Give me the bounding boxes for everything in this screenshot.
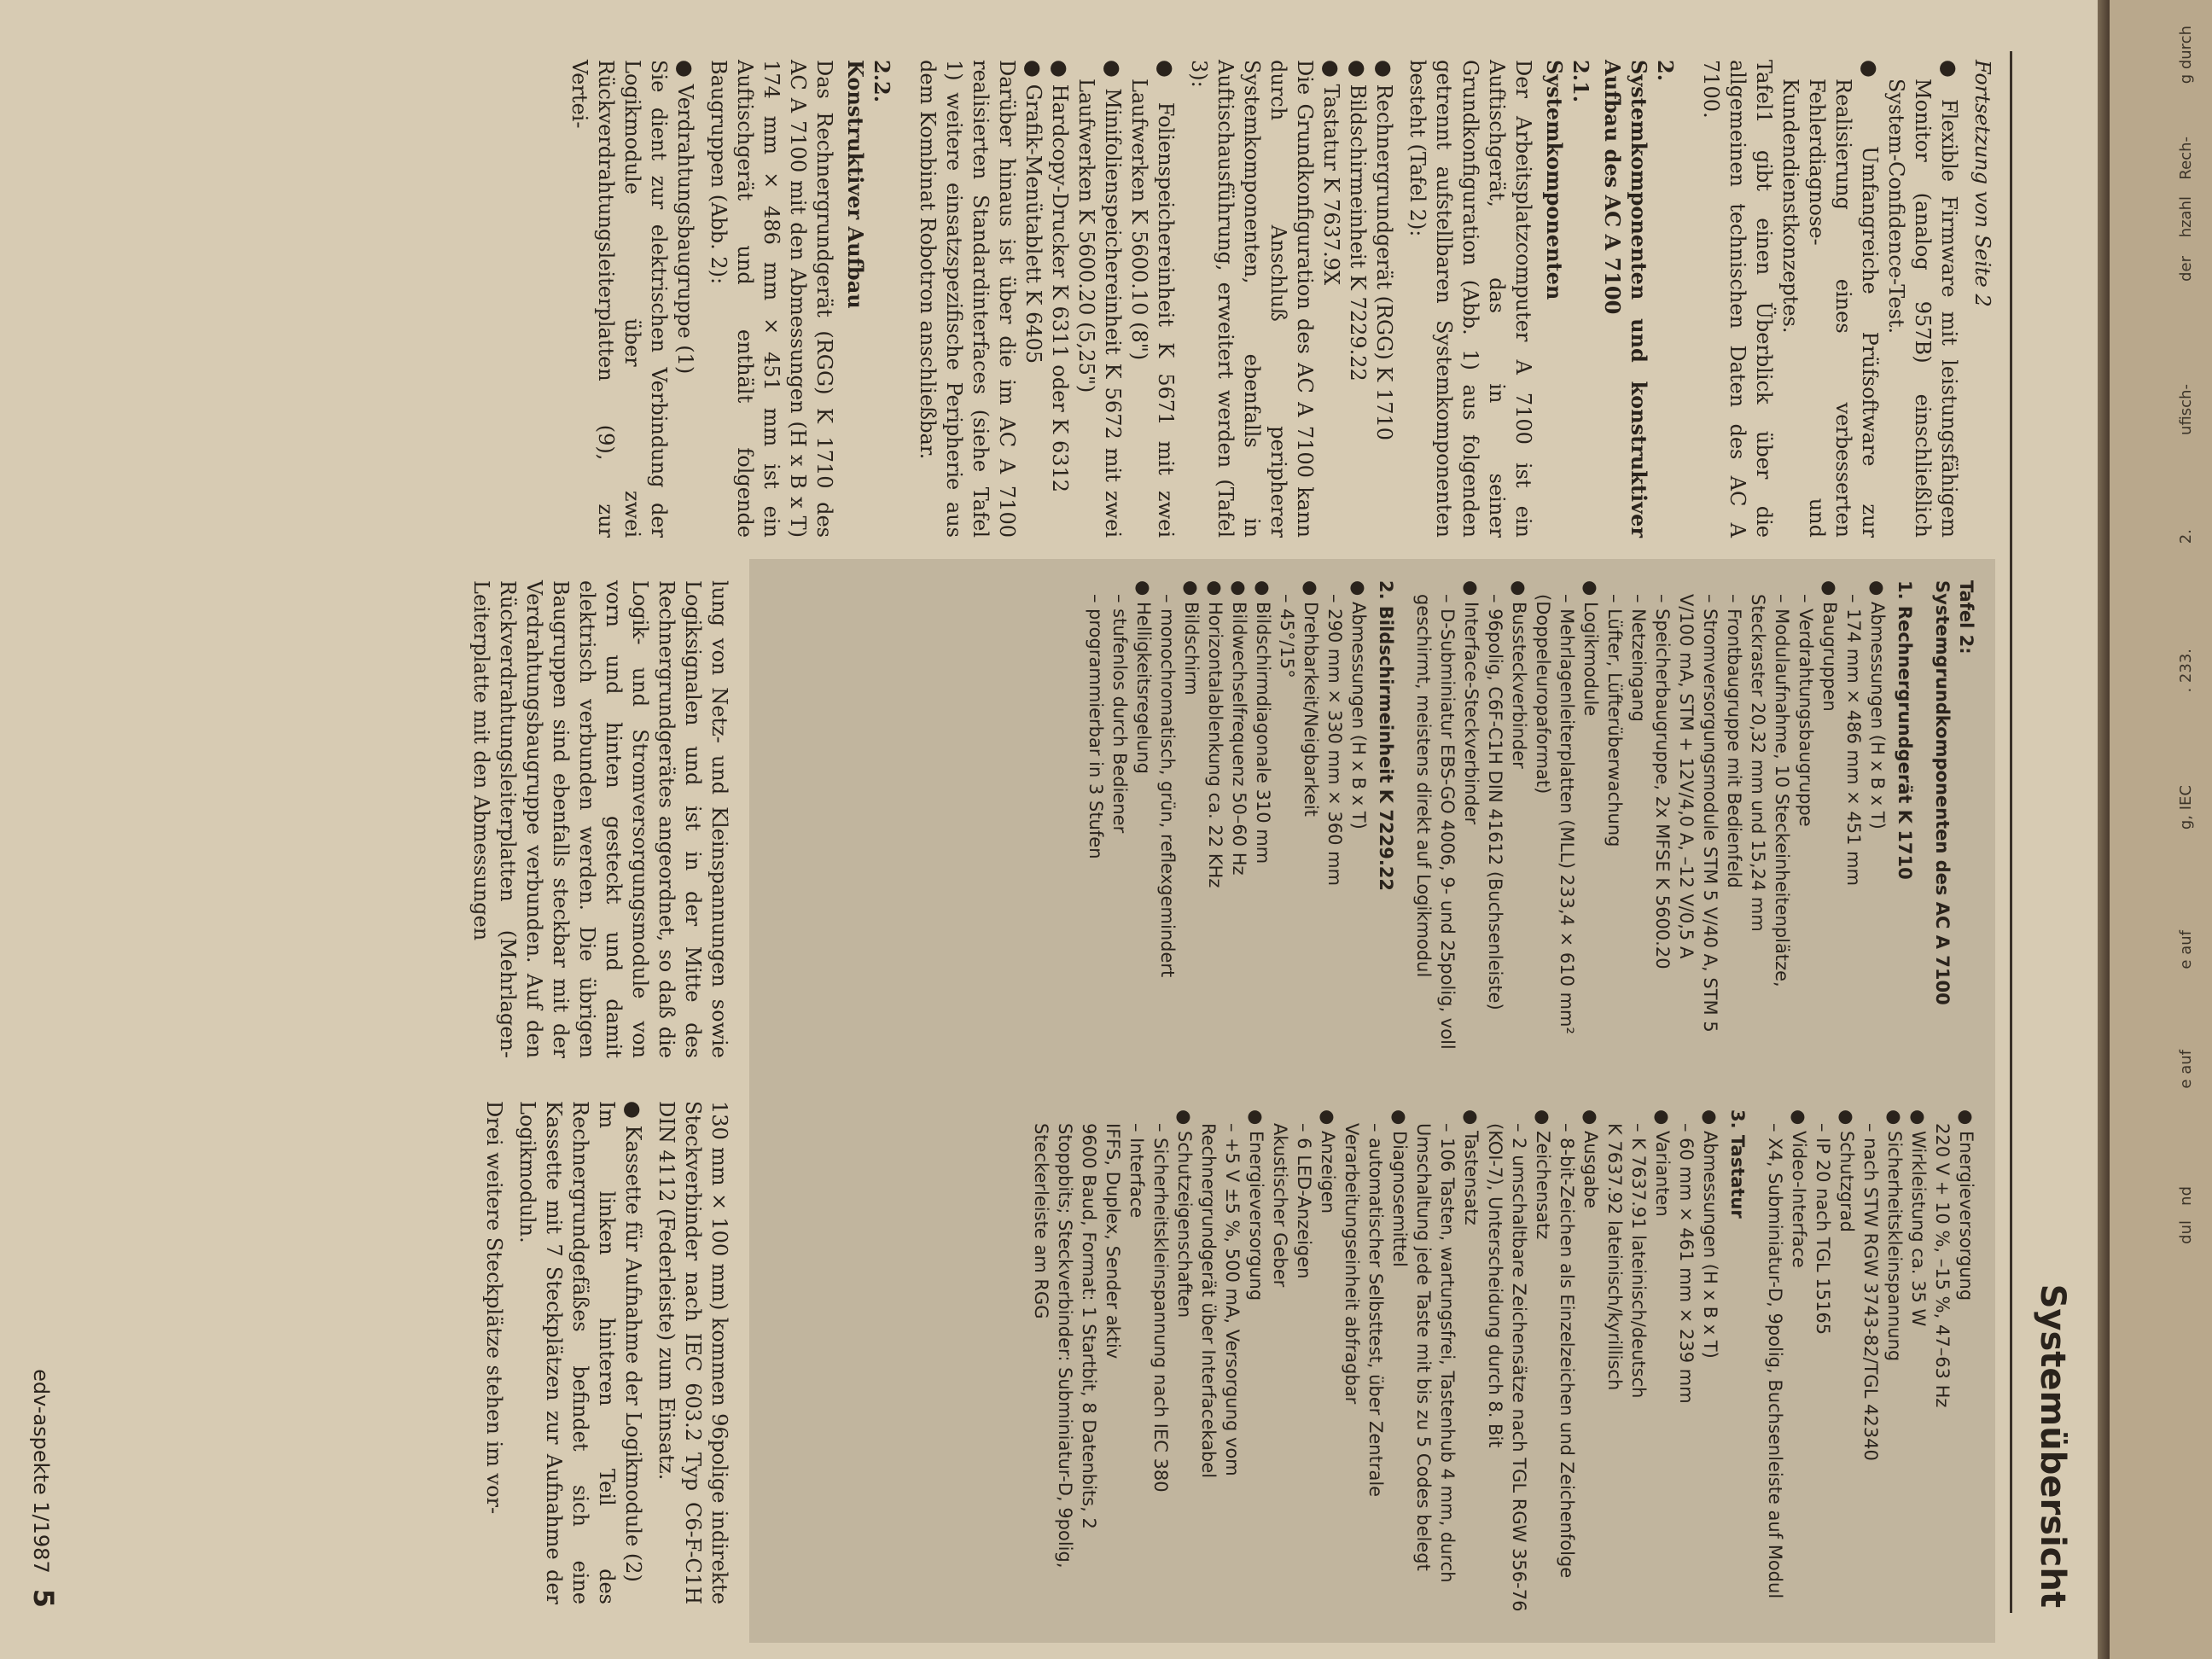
spec-subitem: – K 7637.91 lateinisch/deutsch <box>1628 1123 1649 1399</box>
section-heading <box>1599 60 1679 538</box>
margin-fragment: . 233. <box>2177 649 2195 693</box>
spec-subitem: Akustischer Geber <box>1270 1123 1290 1288</box>
paragraph: Darüber hinaus ist über die im AC A 7100 realisierten Standardinterfaces (siehe Tafel 1) weitere einsatzspezifische Peripherie aus dem Kombinat Robotron anschließbar. <box>916 60 1019 538</box>
box-column-right <box>1029 1109 1978 1613</box>
section-title: Konstruktiver Aufbau <box>843 60 868 309</box>
spec-subitem: – Speicherbaugruppe, 2x MFSE K 5600.20 <box>1652 594 1673 969</box>
margin-fragment: hzahl <box>2177 196 2195 238</box>
spec-item: ● Abmessungen (H x B x T) <box>1700 1109 1720 1359</box>
spec-item: ● Bussteckverbinder <box>1509 580 1529 769</box>
spec-item: ● Bildschirm <box>1181 580 1202 696</box>
spec-subitem: – Interface <box>1126 1123 1147 1219</box>
margin-fragment: e auf <box>2177 1050 2195 1089</box>
spec-subitem: – 8-bit-Zeichen als Einzelzeichen und Zeichenfolge <box>1557 1123 1577 1579</box>
spec-subitem: 220 V + 10 %, –15 %, 47–63 Hz <box>1932 1123 1953 1408</box>
paragraph: lung von Netz- und Kleinspannungen sowie Logiksignalen und ist in der Mitte des Rechnergrundgerätes angeordnet, so daß die Logik- und Stromversorgungsmodule von vorn und hinten gesteckt und damit elektrisch verbunden werden. Die übrigen Baugruppen sind ebenfalls steckbar mit der Verdrahtungsbaugruppe verbunden. Auf den Rückverdrahtungsleiterplatten (Mehrlagen-Leiterplatte mit den Abmessungen <box>469 580 731 1058</box>
box-section-heading: 1. Rechnergrundgerät K 1710 <box>1895 580 1915 880</box>
list-item: ● Verdrahtungsbaugruppe (1) <box>673 60 697 375</box>
list-item: ● Tastatur K 7637.9X <box>1319 60 1343 286</box>
spec-subitem: – Stromversorgungsmodule STM 5 V/40 A, STM 5 V/100 mA, STM + 12V/4,0 A, –12 V/0,5 A <box>1676 594 1720 1033</box>
spec-subitem: – Frontbaugruppe mit Bedienfeld <box>1724 594 1744 888</box>
spec-subitem: K 7637.92 lateinisch/kyrillisch <box>1604 1123 1625 1391</box>
list-item: ● Flexible Firmware mit leistungsfähigem Monitor (analog 957B) einschließlich System-Confidence-Test. <box>1884 60 1961 538</box>
spec-item: ● Wirkleistung ca. 35 W <box>1908 1109 1929 1327</box>
spec-item: ● Drehbarkeit/Neigbarkeit <box>1301 580 1321 817</box>
spec-item: ● Interface-Steckverbinder <box>1461 580 1481 825</box>
spec-subitem: – 96polig, C6F-C1H DIN 41612 (Buchsenleiste) <box>1485 594 1505 1010</box>
spec-subitem: – nach STW RGW 3743-82/TGL 42340 <box>1860 1123 1881 1461</box>
margin-fragment: ufisch- <box>2177 384 2195 435</box>
box-title <box>1930 580 1978 1075</box>
spec-subitem: – Lüfter, Lüfterüberwachung <box>1604 594 1625 847</box>
spec-subitem: – programmierbar in 3 Stufen <box>1086 594 1106 859</box>
page-footer <box>27 1369 60 1608</box>
box-section-heading: 2. Bildschirmeinheit K 7229.22 <box>1376 580 1396 892</box>
paragraph: Sie dient zur elektrischen Verbindung der Logikmodule über zwei Rückverdrahtungsleiterplatten (9), zur Vertei- <box>568 60 671 538</box>
spec-subitem: – monochromatisch, grün, reflexgemindert <box>1157 594 1178 978</box>
spec-item: ● Ausgabe <box>1580 1109 1601 1209</box>
spec-item: ● Schutzeigenschaften <box>1174 1109 1195 1318</box>
spec-item: ● Baugruppen <box>1819 580 1840 712</box>
spec-subitem: 9600 Baud, Format: 1 Startbit, 8 Datenbits, 2 Stoppbits; Steckverbinder: Subminiatur-D, 9polig, Steckerleiste am RGG <box>1031 1123 1099 1569</box>
spec-subitem: – Verdrahtungsbaugruppe <box>1796 594 1816 827</box>
spec-item: ● Schutzgrad <box>1837 1109 1857 1232</box>
paragraph: Der Arbeitsplatzcomputer A 7100 ist ein Auftischgerät, das in seiner Grundkonfiguration (Abb. 1) aus folgenden getrennt aufstellbaren Systemkomponenten besteht (Tafel 2): <box>1406 60 1535 538</box>
list-item: ● Hardcopy-Drucker K 6311 oder K 6312 <box>1048 60 1072 493</box>
section-heading <box>1541 60 1594 538</box>
spec-subitem: – X4, Subminiatur-D, 9polig, Buchsenleiste auf Modul <box>1765 1123 1785 1599</box>
spec-subitem: – Netzeingang <box>1628 594 1649 722</box>
spec-item: ● Zeichensatz <box>1533 1109 1553 1240</box>
spec-subitem: – 60 mm × 461 mm × 239 mm <box>1676 1123 1697 1404</box>
spec-subitem: – D-Subminiatur EBS-GO 4006, 9- und 25polig, voll geschirmt, meistens direkt auf Logikmodul <box>1413 594 1458 1050</box>
spec-subitem: IFFS, Duplex, Sender aktiv <box>1103 1123 1123 1359</box>
margin-fragment: dul <box>2177 1220 2195 1244</box>
list-item: ● Kassette für Aufnahme der Logikmodule (2) <box>621 1101 645 1582</box>
table-box-tafel-2 <box>749 559 1995 1643</box>
spec-subitem: – Modulaufnahme, 10 Steckeinheitenplätze, <box>1772 594 1792 987</box>
margin-fragment: e auf <box>2177 930 2195 969</box>
spec-item: ● Energieversorgung <box>1956 1109 1976 1301</box>
spec-subitem: – 106 Tasten, wartungsfrei, Tastenhub 4 mm, durch Umschaltung jede Taste mit bis zu 5 Codes belegt <box>1413 1123 1458 1583</box>
spec-item: ● Sicherheitskleinspannung <box>1884 1109 1905 1362</box>
box-title-line: Systemgrundkomponenten des AC A 7100 <box>1932 580 1953 1005</box>
spec-subitem: – Mehrlagenleiterplatten (MLL) 233,4 × 610 mm² (Doppeleuropaformat) <box>1533 594 1577 1034</box>
continuation-note: Fortsetzung von Seite 2 <box>1970 60 1994 307</box>
spec-item: ● Bildwechselfrequenz 50–60 Hz <box>1229 580 1249 876</box>
spec-subitem: – 2 umschaltbare Zeichensätze nach TGL RGW 356-76 (KOI-7), Unterscheidung durch 8. Bit <box>1485 1123 1529 1612</box>
paragraph: 130 mm × 100 mm) kommen 96polige indirekte Steckverbinder nach IEC 603.2 Typ C6-F-C1H DIN 4112 (Federleiste) zum Einsatz. <box>655 1101 731 1604</box>
spec-item: ● Logikmodule <box>1580 580 1601 717</box>
list-item: ● Folienspeichereinheit K 5671 mit zwei Laufwerken K 5600.10 (8") <box>1127 60 1178 538</box>
margin-fragment: Rech- <box>2177 137 2195 180</box>
list-item: ● Grafik-Menütablett K 6405 <box>1022 60 1045 364</box>
spec-item: ● Energieversorgung <box>1246 1109 1266 1301</box>
spec-item: ● Diagnosemittel <box>1389 1109 1410 1267</box>
spec-subitem: – +5 V ±5 %, 500 mA, Versorgung vom Rechnergrundgerät über Interfacekabel <box>1198 1123 1243 1479</box>
section-number: 2.2. <box>870 60 894 103</box>
box-title-line: Tafel 2: <box>1956 580 1976 655</box>
list-item: ● Rechnergrundgerät (RGG) K 1710 <box>1372 60 1396 441</box>
spec-subitem: – 45°/15° <box>1277 594 1297 678</box>
spec-item: ● Abmessungen (H x B x T) <box>1867 580 1888 830</box>
journal-name: edv-aspekte 1/1987 <box>29 1369 53 1574</box>
spec-subitem: – 174 mm × 486 mm × 451 mm <box>1843 594 1864 887</box>
spec-item: ● Tastensatz <box>1461 1109 1481 1225</box>
header-rule <box>2010 51 2012 1613</box>
spec-item: ● Video-Interface <box>1789 1109 1809 1268</box>
previous-page-edge <box>2110 0 2212 1659</box>
margin-fragment: g durch <box>2177 26 2195 84</box>
spec-subitem: – stufenlos durch Bediener <box>1109 594 1130 834</box>
text-column-1 <box>559 60 1995 538</box>
spec-item: ● Varianten <box>1652 1109 1673 1217</box>
page-number: 5 <box>27 1588 60 1608</box>
spec-item: ● Helligkeitsregelung <box>1133 580 1154 775</box>
section-title: Systemkomponenten und konstruktiver Aufbau des AC A 7100 <box>1600 60 1651 538</box>
running-head: Systemübersicht <box>2033 1284 2072 1608</box>
paragraph: Tafel1 gibt einen Überblick über die allgemeinen technischen Daten des AC A 7100. <box>1699 60 1776 538</box>
section-number: 2. <box>1653 60 1678 82</box>
paragraph: Im linken hinteren Teil des Rechnergrundgefäßes befindet sich eine Kassette mit 7 Steckplätzen zur Aufnahme der Logikmoduln. <box>515 1101 619 1604</box>
section-heading <box>842 60 895 538</box>
margin-fragment: der <box>2177 256 2195 282</box>
paragraph: Drei weitere Steckplätze stehen im vor- <box>482 1101 506 1515</box>
box-column-left <box>1084 580 1978 1075</box>
spec-item: ● Bildschirmdiagonale 310 mm <box>1253 580 1273 864</box>
spec-item: ● Horizontalablenkung ca. 22 KHz <box>1205 580 1225 888</box>
margin-fragment: 2. <box>2177 529 2195 544</box>
book-gutter <box>2098 0 2110 1659</box>
section-title: Systemkomponenten <box>1542 60 1567 300</box>
paragraph: Die Grundkonfiguration des AC A 7100 kann durch Anschluß peripherer Systemkomponenten, ebenfalls in Auftischausführung, erweitert werden (Tafel 3): <box>1187 60 1317 538</box>
list-item: ● Umfangreiche Prüfsoftware zur Realisierung eines verbesserten Fehlerdiagnose- und Kundendienstkonzeptes. <box>1778 60 1882 538</box>
text-column-3 <box>474 1101 732 1604</box>
spec-item: ● Abmessungen (H x B x T) <box>1348 580 1369 830</box>
spec-subitem: – 290 mm × 330 mm × 360 mm <box>1324 594 1345 887</box>
spec-subitem: – Sicherheitskleinspannung nach IEC 380 <box>1150 1123 1171 1493</box>
spec-subitem: – 6 LED-Anzeigen <box>1294 1123 1314 1279</box>
list-item: ● Minifolienspeichereinheit K 5672 mit zwei Laufwerken K 5600.20 (5,25") <box>1074 60 1125 538</box>
box-section-heading: 3. Tastatur <box>1727 1109 1748 1219</box>
text-column-2 <box>461 580 732 1058</box>
spec-subitem: Steckraster 20,32 mm und 15,24 mm <box>1748 594 1768 932</box>
paragraph: Das Rechnergrundgerät (RGG) K 1710 des AC A 7100 mit den Abmessungen (H x B x T) 174 mm × 486 mm × 451 mm ist ein Auftischgerät und enthält folgende Baugruppen (Abb. 2): <box>707 60 836 538</box>
list-item: ● Bildschirmeinheit K 7229.22 <box>1346 60 1370 381</box>
margin-fragment: nd <box>2177 1186 2195 1206</box>
spec-subitem: – IP 20 nach TGL 15165 <box>1813 1123 1833 1336</box>
spec-item: ● Anzeigen <box>1318 1109 1338 1214</box>
section-number: 2.1. <box>1569 60 1593 103</box>
spec-subitem: – automatischer Selbsttest, über Zentrale Verarbeitungseinheit abfragbar <box>1342 1123 1386 1498</box>
margin-fragment: g, IEC <box>2177 785 2195 830</box>
